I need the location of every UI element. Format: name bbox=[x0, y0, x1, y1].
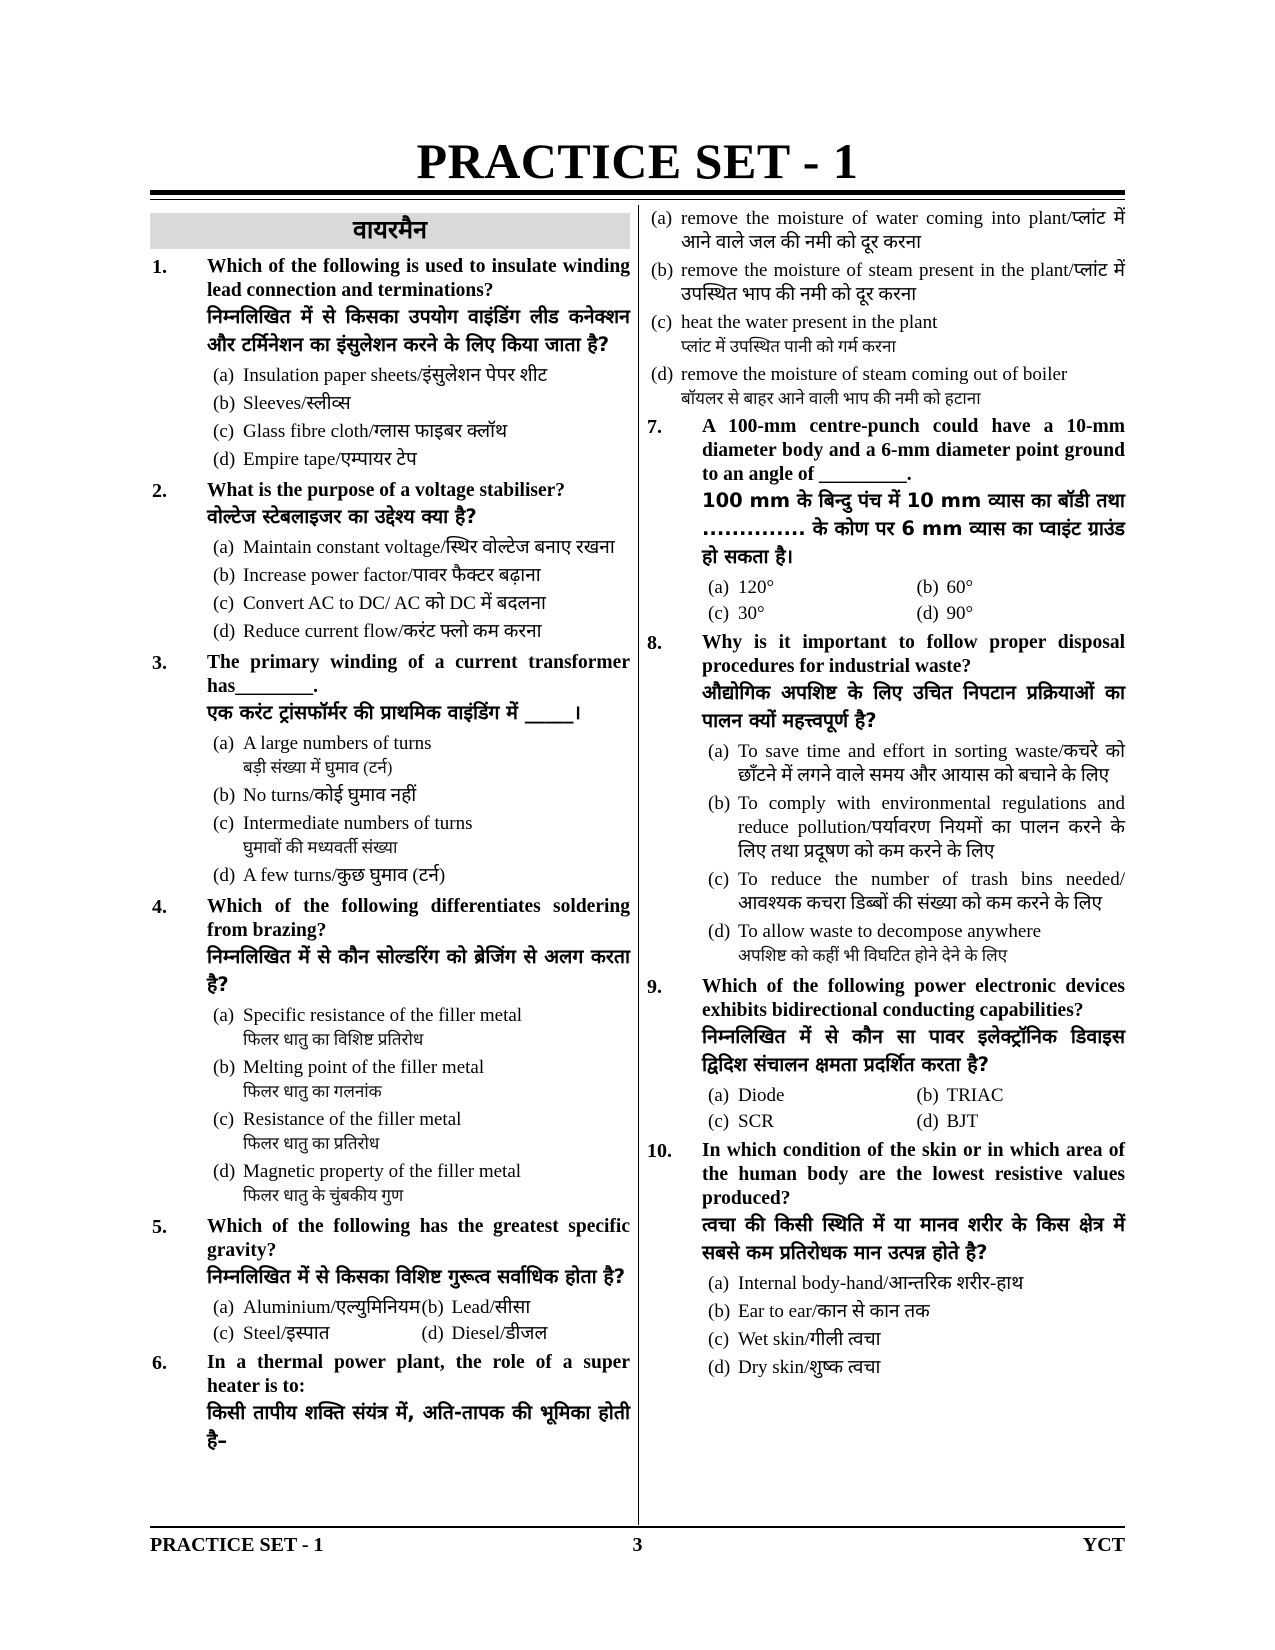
option bbox=[708, 868, 1125, 916]
question-text-en: The primary winding of a current transformer has________. bbox=[207, 652, 630, 697]
option bbox=[708, 576, 917, 600]
option-text: Dry skin/शुष्क त्वचा bbox=[738, 1357, 881, 1378]
option bbox=[213, 1004, 630, 1052]
option-label: (a) bbox=[213, 1297, 235, 1318]
question-item bbox=[150, 479, 630, 648]
option bbox=[213, 392, 630, 416]
option-grid bbox=[207, 1296, 630, 1348]
option-hindi: प्लांट में उपस्थित पानी को गर्म करना bbox=[681, 337, 896, 356]
question-text-hi: किसी तापीय शक्ति संयंत्र में, अति-तापक की भूमिका होती है– bbox=[207, 1401, 630, 1452]
option-text: Wet skin/गीली त्वचा bbox=[738, 1329, 881, 1350]
option-hindi: बड़ी संख्या में घुमाव (टर्न) bbox=[243, 758, 393, 777]
option-text: Melting point of the filler metal bbox=[243, 1057, 485, 1078]
question-item bbox=[645, 975, 1125, 1136]
option-label: (b) bbox=[916, 577, 939, 598]
option bbox=[917, 1110, 1126, 1134]
option-text: Glass fibre cloth/ग्लास फाइबर क्लॉथ bbox=[243, 421, 508, 442]
option-list bbox=[207, 364, 630, 472]
option bbox=[213, 420, 630, 444]
option bbox=[917, 1084, 1126, 1108]
option bbox=[213, 1108, 630, 1156]
question-number: 5. bbox=[152, 1216, 167, 1238]
option-list bbox=[702, 740, 1125, 968]
option bbox=[213, 812, 630, 860]
option-text: Lead/सीसा bbox=[451, 1297, 531, 1318]
option-hindi: अपशिष्ट को कहीं भी विघटित होने देने के लिए bbox=[738, 946, 1008, 965]
option-text: A few turns/कुछ घुमाव (टर्न) bbox=[243, 865, 446, 886]
option-label: (c) bbox=[213, 421, 235, 442]
question-body bbox=[207, 479, 630, 648]
question-body bbox=[207, 1351, 630, 1455]
option bbox=[213, 784, 630, 808]
option-label: (a) bbox=[213, 365, 235, 386]
option-label: (a) bbox=[213, 733, 235, 754]
question-number: 9. bbox=[647, 976, 662, 998]
option-label: (c) bbox=[213, 813, 235, 834]
right-column bbox=[645, 208, 1125, 1384]
option-label: (c) bbox=[213, 1323, 235, 1344]
question-item bbox=[150, 651, 630, 892]
option-label: (a) bbox=[213, 537, 235, 558]
question-item bbox=[645, 415, 1125, 628]
question-item bbox=[645, 1139, 1125, 1384]
option-label: (d) bbox=[213, 449, 236, 470]
option-body bbox=[243, 812, 630, 860]
option-text: 60° bbox=[946, 577, 974, 598]
option-hindi: बॉयलर से बाहर आने वाली भाप की नमी को हटाना bbox=[681, 389, 981, 408]
option bbox=[708, 920, 1125, 968]
option-text: 30° bbox=[738, 603, 765, 624]
question-item bbox=[150, 1215, 630, 1348]
option-label: (d) bbox=[213, 1161, 236, 1182]
option-text: Insulation paper sheets/इंसुलेशन पेपर शीट bbox=[243, 365, 548, 386]
option-text: Magnetic property of the filler metal bbox=[243, 1161, 522, 1182]
option-text: Diesel/डीजल bbox=[451, 1323, 548, 1344]
option-text: Reduce current flow/करंट फ्लो कम करना bbox=[243, 621, 542, 642]
question-body bbox=[702, 631, 1125, 972]
question-body bbox=[702, 1139, 1125, 1384]
option-list bbox=[207, 732, 630, 888]
option-hindi: फिलर धातु के चुंबकीय गुण bbox=[243, 1186, 404, 1205]
option bbox=[708, 1272, 1125, 1296]
option-label: (a) bbox=[708, 1085, 730, 1106]
option bbox=[422, 1296, 631, 1320]
question-text-en: Which of the following is used to insulate winding lead connection and terminations? bbox=[207, 256, 630, 301]
option bbox=[651, 259, 1125, 307]
option bbox=[213, 1322, 422, 1346]
question-text-hi: निम्नलिखित में से किसका विशिष्ट गुरूत्व सर्वाधिक होता है? bbox=[207, 1265, 626, 1288]
option-label: (d) bbox=[651, 364, 674, 385]
question-text-hi: त्वचा की किसी स्थिति में या मानव शरीर के किस क्षेत्र में सबसे कम प्रतिरोधक मान उत्पन्न होते है? bbox=[702, 1213, 1125, 1264]
option-list bbox=[207, 536, 630, 644]
option-text: Resistance of the filler metal bbox=[243, 1109, 462, 1130]
question-number: 4. bbox=[152, 896, 167, 918]
section-heading: वायरमैन bbox=[150, 213, 630, 249]
option-label: (b) bbox=[708, 793, 731, 814]
question-6-options bbox=[645, 207, 1125, 411]
option-text: TRIAC bbox=[946, 1085, 1004, 1106]
question-item bbox=[150, 895, 630, 1212]
option bbox=[708, 792, 1125, 864]
option-label: (c) bbox=[708, 1111, 730, 1132]
option-body bbox=[738, 920, 1125, 968]
question-body bbox=[207, 1215, 630, 1348]
option bbox=[213, 1296, 422, 1320]
question-text-en: Which of the following has the greatest specific gravity? bbox=[207, 1216, 630, 1261]
option-body bbox=[681, 363, 1125, 411]
option-label: (d) bbox=[213, 865, 236, 886]
option bbox=[651, 363, 1125, 411]
footer-right: YCT bbox=[1082, 1534, 1125, 1556]
question-number: 2. bbox=[152, 480, 167, 502]
option-text: Increase power factor/पावर फैक्टर बढ़ाना bbox=[243, 565, 541, 586]
option bbox=[213, 592, 630, 616]
question-text-hi: औद्योगिक अपशिष्ट के लिए उचित निपटान प्रक्रियाओं का पालन क्यों महत्त्वपूर्ण है? bbox=[702, 681, 1125, 732]
question-item bbox=[150, 1351, 630, 1455]
option-text: Ear to ear/कान से कान तक bbox=[738, 1301, 930, 1322]
option-label: (c) bbox=[651, 312, 673, 333]
question-number: 6. bbox=[152, 1352, 167, 1374]
option-text: 120° bbox=[738, 577, 775, 598]
option-grid bbox=[702, 576, 1125, 628]
right-question-list bbox=[645, 415, 1125, 1384]
option bbox=[708, 602, 917, 626]
option bbox=[708, 1356, 1125, 1380]
option-text: Maintain constant voltage/स्थिर वोल्टेज बनाए रखना bbox=[243, 537, 615, 558]
option-label: (b) bbox=[708, 1301, 731, 1322]
column-divider bbox=[638, 205, 639, 1525]
question-body bbox=[207, 651, 630, 892]
question-text-hi: वोल्टेज स्टेबलाइजर का उद्देश्य क्या है? bbox=[207, 505, 477, 528]
option-label: (a) bbox=[213, 1005, 235, 1026]
option bbox=[708, 1300, 1125, 1324]
option-text: heat the water present in the plant bbox=[681, 312, 938, 333]
option bbox=[917, 602, 1126, 626]
option-label: (b) bbox=[213, 565, 236, 586]
option-label: (d) bbox=[421, 1323, 444, 1344]
option-list bbox=[702, 1272, 1125, 1380]
option bbox=[213, 1056, 630, 1104]
option-text: To reduce the number of trash bins needed/आवश्यक कचरा डिब्बों की संख्या को कम करने के लिए bbox=[738, 869, 1125, 914]
option-text: BJT bbox=[946, 1111, 979, 1132]
option-text: Steel/इस्पात bbox=[243, 1323, 330, 1344]
option-body bbox=[243, 732, 630, 780]
option bbox=[708, 1328, 1125, 1352]
option-label: (d) bbox=[916, 1111, 939, 1132]
option bbox=[213, 448, 630, 472]
question-item bbox=[645, 631, 1125, 972]
option-label: (c) bbox=[708, 603, 730, 624]
option-hindi: फिलर धातु का विशिष्ट प्रतिरोध bbox=[243, 1030, 424, 1049]
page-title: PRACTICE SET - 1 bbox=[416, 133, 859, 189]
option-text: A large numbers of turns bbox=[243, 733, 432, 754]
option-label: (c) bbox=[213, 1109, 235, 1130]
question-number: 10. bbox=[647, 1140, 672, 1162]
option-text: Sleeves/स्लीव्स bbox=[243, 393, 351, 414]
option-text: Empire tape/एम्पायर टेप bbox=[243, 449, 417, 470]
question-text-en: Why is it important to follow proper disposal procedures for industrial waste? bbox=[702, 632, 1125, 677]
question-number: 7. bbox=[647, 416, 662, 438]
option-text: No turns/कोई घुमाव नहीं bbox=[243, 785, 417, 806]
option bbox=[651, 311, 1125, 359]
option-hindi: घुमावों की मध्यवर्ती संख्या bbox=[243, 838, 398, 857]
question-body bbox=[207, 255, 630, 476]
option-body bbox=[681, 311, 1125, 359]
option-label: (c) bbox=[213, 593, 235, 614]
option bbox=[708, 740, 1125, 788]
option bbox=[213, 364, 630, 388]
option-label: (d) bbox=[708, 921, 731, 942]
option-body bbox=[243, 1004, 630, 1052]
option-list bbox=[207, 1004, 630, 1208]
option-label: (a) bbox=[708, 577, 730, 598]
option-text: To save time and effort in sorting waste/कचरे को छाँटने में लगने वाले समय और आयास को बचाने के लिए bbox=[738, 741, 1125, 786]
question-number: 8. bbox=[647, 632, 662, 654]
option-label: (b) bbox=[916, 1085, 939, 1106]
option-label: (a) bbox=[708, 1273, 730, 1294]
option-text: 90° bbox=[946, 603, 974, 624]
option-text: Intermediate numbers of turns bbox=[243, 813, 473, 834]
question-text-hi: निम्नलिखित में से किसका उपयोग वाइंडिंग लीड कनेक्शन और टर्मिनेशन का इंसुलेशन करने के लिए किया जाता है? bbox=[207, 305, 630, 356]
title-rule-thin bbox=[150, 199, 1125, 200]
option-text: remove the moisture of steam present in the plant/प्लांट में उपस्थित भाप की नमी को दूर करना bbox=[681, 260, 1125, 305]
option-label: (a) bbox=[651, 208, 673, 229]
question-text-en: What is the purpose of a voltage stabiliser? bbox=[207, 480, 566, 501]
option-hindi: फिलर धातु का गलनांक bbox=[243, 1082, 382, 1101]
option bbox=[651, 207, 1125, 255]
question-number: 1. bbox=[152, 256, 167, 278]
option-label: (b) bbox=[213, 1057, 236, 1078]
footer-page-number: 3 bbox=[632, 1534, 643, 1556]
option-body bbox=[243, 1108, 630, 1156]
question-text-en: Which of the following differentiates soldering from brazing? bbox=[207, 896, 630, 941]
question-text-hi: एक करंट ट्रांसफॉर्मर की प्राथमिक वाइंडिंग में _____। bbox=[207, 701, 581, 724]
question-text-en: In which condition of the skin or in which area of the human body are the lowest resistive values produced? bbox=[702, 1140, 1125, 1209]
option-label: (b) bbox=[421, 1297, 444, 1318]
question-body bbox=[207, 895, 630, 1212]
footer-rule bbox=[150, 1526, 1125, 1528]
option-label: (a) bbox=[708, 741, 730, 762]
option-label: (c) bbox=[708, 1329, 730, 1350]
option-text: Internal body-hand/आन्तरिक शरीर-हाथ bbox=[738, 1273, 1024, 1294]
option bbox=[422, 1322, 631, 1346]
question-text-en: Which of the following power electronic devices exhibits bidirectional conducting capabilities? bbox=[702, 976, 1125, 1021]
option bbox=[213, 564, 630, 588]
option-label: (d) bbox=[916, 603, 939, 624]
option-grid bbox=[702, 1084, 1125, 1136]
option-text: To allow waste to decompose anywhere bbox=[738, 921, 1042, 942]
question-body bbox=[702, 415, 1125, 628]
footer-left: PRACTICE SET - 1 bbox=[150, 1534, 324, 1556]
option-text: Aluminium/एल्युमिनियम bbox=[243, 1297, 421, 1318]
left-column bbox=[150, 213, 630, 1455]
option-body bbox=[243, 1160, 630, 1208]
option-label: (d) bbox=[213, 621, 236, 642]
option-text: Convert AC to DC/ AC को DC में बदलना bbox=[243, 593, 546, 614]
option-hindi: फिलर धातु का प्रतिरोध bbox=[243, 1134, 380, 1153]
question-text-en: A 100-mm centre-punch could have a 10-mm diameter body and a 6-mm diameter point ground to an angle of _________. bbox=[702, 416, 1125, 485]
option bbox=[213, 1160, 630, 1208]
option-body bbox=[243, 1056, 630, 1104]
option-text: To comply with environmental regulations and reduce pollution/पर्यावरण नियमों का पालन करने के लिए तथा प्रदूषण को कम करने के लिए bbox=[738, 793, 1125, 862]
left-question-list bbox=[150, 255, 630, 1455]
option bbox=[213, 536, 630, 560]
option-label: (b) bbox=[213, 785, 236, 806]
question-text-hi: 100 mm के बिन्दु पंच में 10 mm व्यास का बॉडी तथा .............. के कोण पर 6 mm व्यास का प्वाइंट ग्राउंड हो सकता है। bbox=[702, 489, 1125, 568]
option-text: SCR bbox=[738, 1111, 774, 1132]
option bbox=[213, 620, 630, 644]
option-label: (b) bbox=[651, 260, 674, 281]
option-label: (d) bbox=[708, 1357, 731, 1378]
option bbox=[917, 576, 1126, 600]
title-rule-thick bbox=[150, 190, 1125, 195]
question-text-hi: निम्नलिखित में से कौन सा पावर इलेक्ट्रॉनिक डिवाइस द्विदिश संचालन क्षमता प्रदर्शित करता है? bbox=[702, 1025, 1125, 1076]
question-text-hi: निम्नलिखित में से कौन सोल्डरिंग को ब्रेजिंग से अलग करता है? bbox=[207, 945, 630, 996]
question-text-en: In a thermal power plant, the role of a super heater is to: bbox=[207, 1352, 630, 1397]
option-text: remove the moisture of steam coming out of boiler bbox=[681, 364, 1068, 385]
question-body bbox=[702, 975, 1125, 1136]
option bbox=[708, 1110, 917, 1134]
option-text: remove the moisture of water coming into plant/प्लांट में आने वाले जल की नमी को दूर करना bbox=[681, 208, 1125, 253]
option-text: Diode bbox=[738, 1085, 785, 1106]
option-label: (b) bbox=[213, 393, 236, 414]
option bbox=[213, 732, 630, 780]
question-item bbox=[150, 255, 630, 476]
option-label: (c) bbox=[708, 869, 730, 890]
question-number: 3. bbox=[152, 652, 167, 674]
option bbox=[708, 1084, 917, 1108]
option-text: Specific resistance of the filler metal bbox=[243, 1005, 523, 1026]
option bbox=[213, 864, 630, 888]
